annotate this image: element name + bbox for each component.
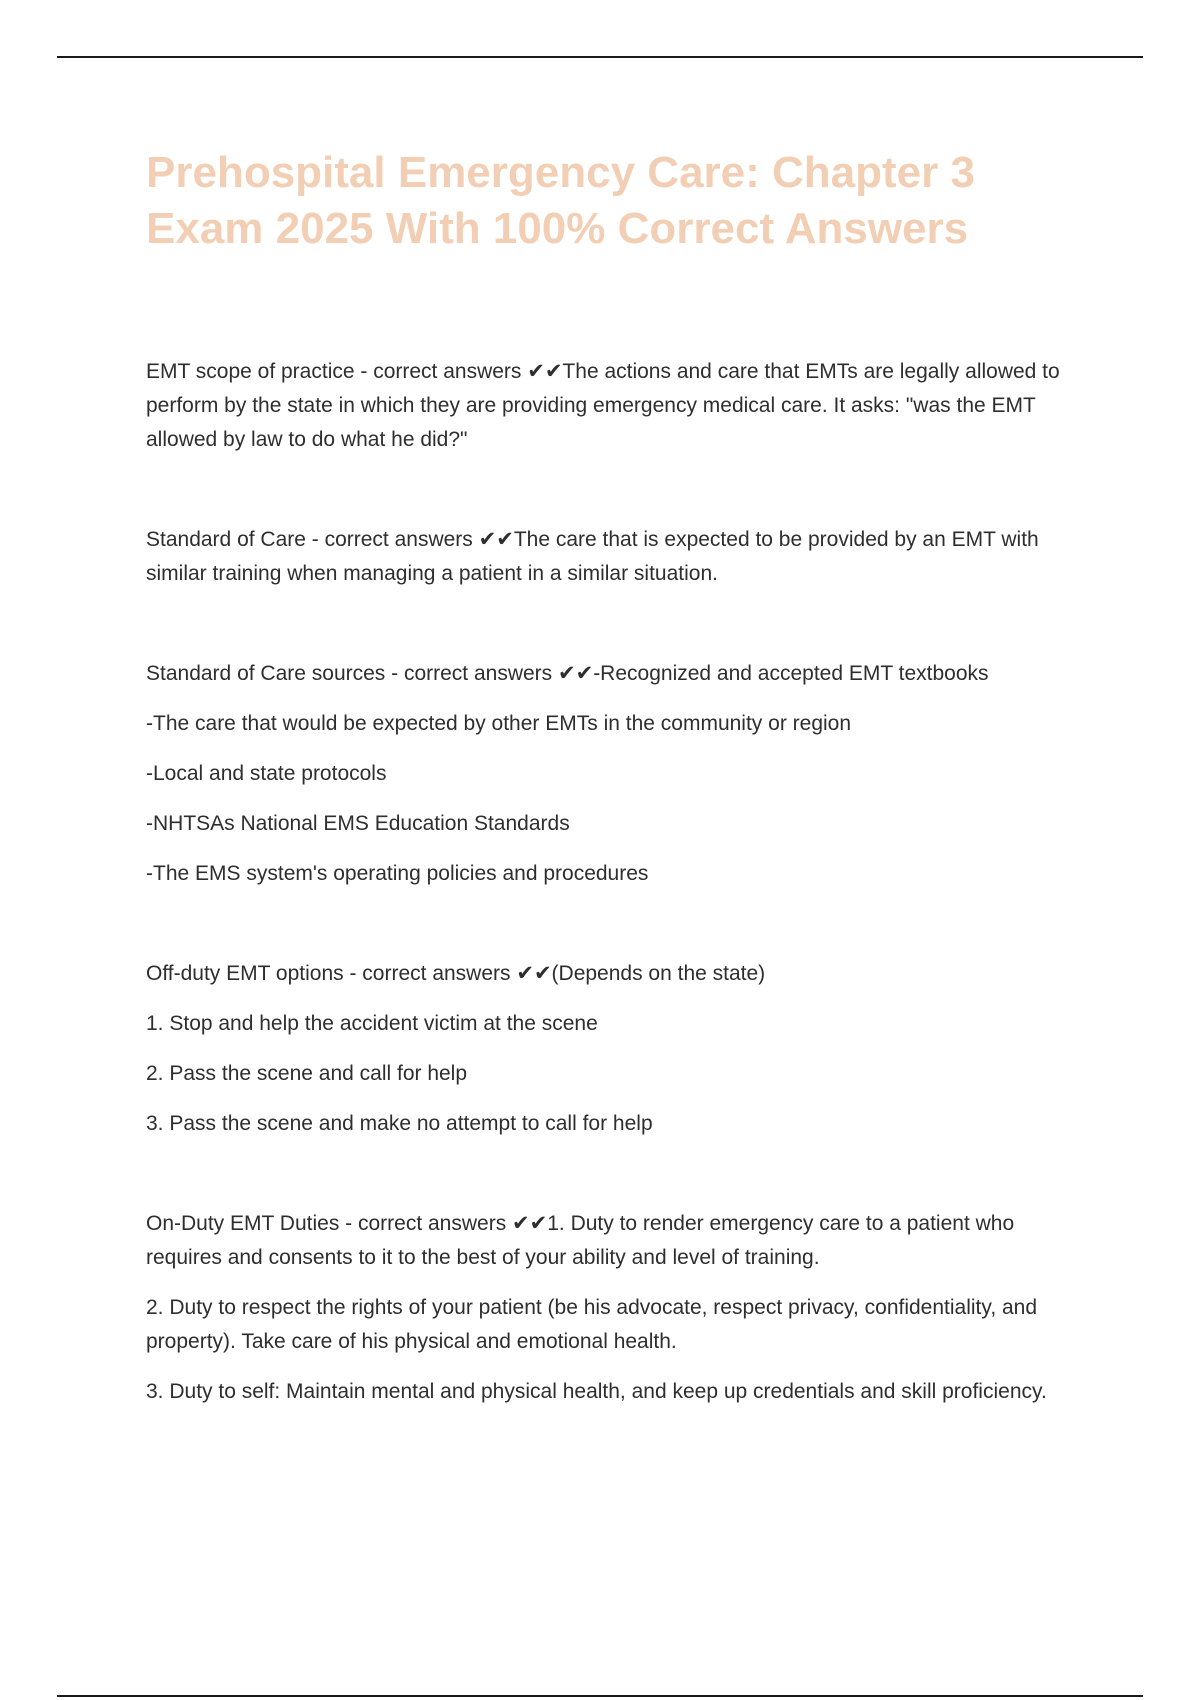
qa-entry-standard-of-care-sources — [146, 657, 1086, 891]
document-title — [146, 145, 1106, 257]
qa-text: 2. Pass the scene and call for help — [146, 1062, 468, 1085]
qa-text: 3. Duty to self: Maintain mental and physical health, and keep up credentials and skill proficiency. — [146, 1380, 1047, 1403]
qa-entry-on-duty-duties — [146, 1207, 1086, 1409]
title-line-1: Prehospital Emergency Care: Chapter 3 — [146, 148, 975, 197]
qa-text: -Local and state protocols — [146, 762, 387, 785]
qa-text: 3. Pass the scene and make no attempt to call for help — [146, 1112, 653, 1135]
qa-entry-standard-of-care — [146, 523, 1086, 591]
qa-text: On-Duty EMT Duties - correct answers ✔✔1. Duty to render emergency care to a patient who requires and consents to it to the best of your ability and level of training. — [146, 1212, 1015, 1269]
footer-rule — [57, 1695, 1143, 1697]
qa-text: Off-duty EMT options - correct answers ✔✔(Depends on the state) — [146, 962, 766, 985]
title-line-2: Exam 2025 With 100% Correct Answers — [146, 204, 969, 253]
header-rule — [57, 56, 1143, 58]
qa-text: Standard of Care - correct answers ✔✔The care that is expected to be provided by an EMT with similar training when managing a patient in a similar situation. — [146, 528, 1039, 585]
qa-entry-scope-of-practice — [146, 355, 1086, 457]
qa-text: Standard of Care sources - correct answers ✔✔-Recognized and accepted EMT textbooks — [146, 662, 989, 685]
qa-entry-off-duty-options — [146, 957, 1086, 1141]
qa-content — [146, 355, 1086, 1475]
qa-text: -The care that would be expected by other EMTs in the community or region — [146, 712, 852, 735]
qa-text: 1. Stop and help the accident victim at the scene — [146, 1012, 598, 1035]
qa-text: 2. Duty to respect the rights of your patient (be his advocate, respect privacy, confidentiality, and property). Take care of his physical and emotional health. — [146, 1296, 1038, 1353]
qa-text: -The EMS system's operating policies and procedures — [146, 862, 649, 885]
qa-text: EMT scope of practice - correct answers ✔✔The actions and care that EMTs are legally allowed to perform by the state in which they are providing emergency medical care. It asks: "was the EMT allowed by law to do what he did?" — [146, 360, 1060, 451]
qa-text: -NHTSAs National EMS Education Standards — [146, 812, 570, 835]
